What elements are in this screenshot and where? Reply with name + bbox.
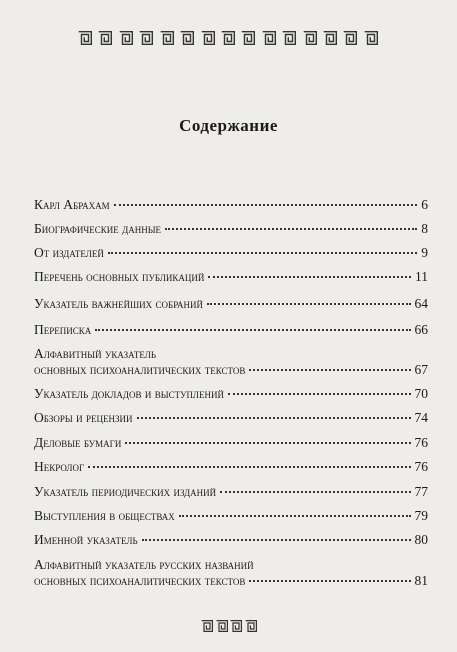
toc-entry-title: Карл Абрахам [34,197,110,212]
toc-entry [34,435,428,451]
dot-leader [125,442,410,444]
dot-leader [207,303,410,305]
dot-leader [179,515,411,517]
toc-entry [34,346,428,378]
toc-entry-page: 9 [421,245,428,260]
toc-entry-page: 79 [414,508,428,523]
dot-leader [249,580,410,582]
toc-entry-page: 81 [414,573,428,588]
toc-entry-title: основных психоаналитических текстов [34,573,246,588]
dot-leader [165,228,417,230]
toc-entry-title: От издателей [34,245,104,260]
toc-entry-title: основных психоаналитических текстов [34,362,246,377]
toc-entry-page: 76 [414,459,428,474]
meander-ornament-icon [201,31,215,45]
toc-entry-page: 6 [421,197,428,212]
toc-entry-title: Указатель важнейших собраний [34,296,204,311]
meander-ornament-icon [343,31,357,45]
toc-entry-page: 70 [414,386,428,401]
meander-border-top [78,29,378,47]
toc-entry-title: Обзоры и рецензии [34,410,133,425]
toc-entry-title: Выступления в обществах [34,508,175,523]
toc-entry [34,386,428,402]
toc-entry-title: Переписка [34,322,92,337]
toc-entry-title: Указатель периодических изданий [34,484,217,499]
toc-entry-page: 67 [414,362,428,377]
toc-entry-page: 77 [414,484,428,499]
toc-entry [34,221,428,237]
toc-entry-title-line1: Алфавитный указатель [34,346,157,361]
toc-entry-page: 74 [414,410,428,425]
toc-entry-title: Указатель докладов и выступлений [34,386,225,401]
toc-entry-page: 66 [414,322,428,337]
meander-ornament-icon [139,31,153,45]
meander-ornament-icon [98,31,112,45]
toc-entry-title: Перечень основных публикаций [34,269,205,284]
meander-ornament-icon [245,620,257,632]
dot-leader [137,417,411,419]
toc-entry-title: Деловые бумаги [34,435,122,450]
page-title: Содержание [179,116,278,135]
toc-entry-page: 8 [421,221,428,236]
dot-leader [95,329,410,331]
toc-entry-title: Именной указатель [34,532,138,547]
toc-entry-page: 11 [415,269,428,284]
toc-entry-page: 80 [414,532,428,547]
toc-entry [34,484,428,500]
toc-entry [34,459,428,475]
meander-ornament-icon [201,620,213,632]
toc-entry [34,269,428,285]
meander-ornament-icon [216,620,228,632]
meander-ornament-icon [221,31,235,45]
dot-leader [114,204,418,206]
toc-entry [34,245,428,261]
toc-entry-page: 64 [414,296,428,311]
toc-entry-title: Некролог [34,459,85,474]
toc-entry [34,410,428,426]
dot-leader [88,466,410,468]
dot-leader [108,252,417,254]
meander-ornament-icon [364,31,378,45]
meander-ornament-icon [241,31,255,45]
toc-entry-title: Биографические данные [34,221,162,236]
toc-entry [34,197,428,213]
toc-entry [34,557,428,589]
dot-leader [208,276,411,278]
meander-border-bottom [201,618,257,634]
dot-leader [220,491,410,493]
meander-ornament-icon [119,31,133,45]
meander-ornament-icon [323,31,337,45]
meander-ornament-icon [160,31,174,45]
meander-ornament-icon [282,31,296,45]
meander-ornament-icon [303,31,317,45]
meander-ornament-icon [180,31,194,45]
toc-entry [34,508,428,524]
dot-leader [228,393,410,395]
dot-leader [249,369,410,371]
meander-ornament-icon [230,620,242,632]
toc-entry-title-line1: Алфавитный указатель русских названий [34,557,254,572]
toc-entry [34,532,428,548]
toc-entry [34,322,428,338]
dot-leader [142,539,411,541]
toc-entry-page: 76 [414,435,428,450]
meander-ornament-icon [262,31,276,45]
meander-ornament-icon [78,31,92,45]
toc-entry [34,296,428,312]
